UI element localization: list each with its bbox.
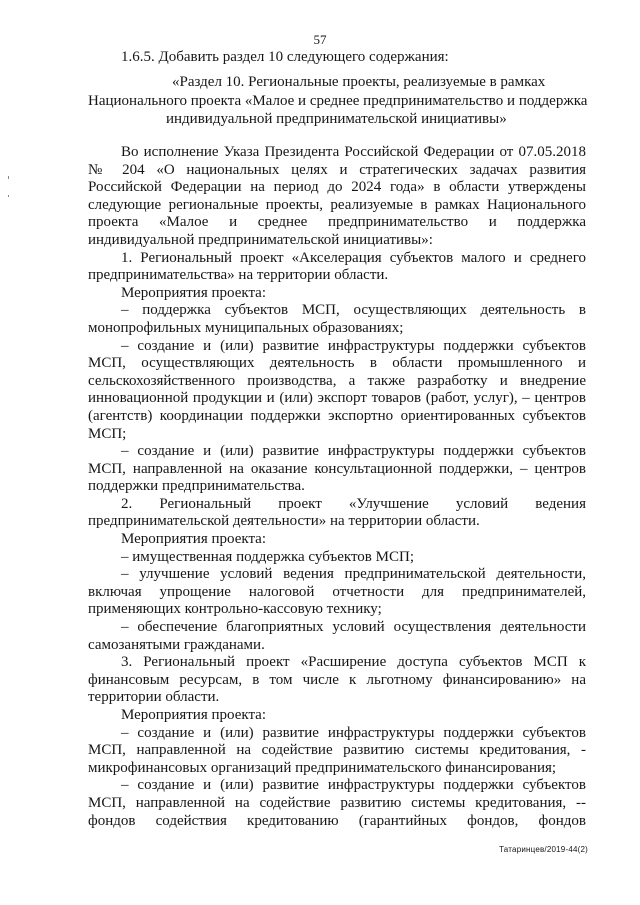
project-1-measure-1: – поддержка субъектов МСП, осуществляющих деятельность в монопрофильных муниципальных образованиях; (88, 302, 586, 336)
project-1-measure-2: – создание и (или) развитие инфраструктуры поддержки субъектов МСП, осуществляющих деятельность в области промышленного и сельскохозяйственного производства, а также разработку и внедрение инновационной продукции и (или) экспорт товаров (работ, услуг), – центров (агентств) координации поддержки экспортно ориентированных субъектов МСП; (88, 337, 586, 442)
project-2-measure-3: – обеспечение благоприятных условий осуществления деятельности самозанятыми гражданами. (88, 619, 586, 653)
scan-margin-mark (8, 195, 9, 197)
project-2-measure-1: – имущественная поддержка субъектов МСП; (121, 548, 414, 565)
document-body (88, 144, 586, 830)
project-1-measures-label: Мероприятия проекта: (121, 284, 267, 301)
project-2-measures-label: Мероприятия проекта: (121, 531, 267, 548)
project-3-measure-1: – создание и (или) развитие инфраструктуры поддержки субъектов МСП, направленной на содействие развитию системы кредитования, - микрофинансовых организаций предпринимательского финансирования; (88, 724, 586, 776)
section-title-line-2: Национального проекта «Малое и среднее предпринимательство и поддержка (88, 93, 588, 109)
section-instruction: 1.6.5. Добавить раздел 10 следующего содержания: (121, 49, 449, 65)
project-1-measure-3: – создание и (или) развитие инфраструктуры поддержки субъектов МСП, направленной на оказание консультационной поддержки, – центров поддержки предпринимательства. (88, 443, 586, 495)
intro-paragraph: Во исполнение Указа Президента Российской Федерации от 07.05.2018 № 204 «О национальных целях и стратегических задачах развития Российской Федерации на период до 2024 года» в области утверждены следующие региональные проекты, реализуемые в рамках Национального проекта «Малое и среднее предпринимательство и поддержка индивидуальной предпринимательской инициативы»: (88, 144, 586, 248)
project-1-title: 1. Региональный проект «Акселерация субъектов малого и среднего предпринимательства» на территории области. (88, 249, 586, 284)
project-2-measure-2: – улучшение условий ведения предпринимательской деятельности, включая упрощение налоговой отчетности для предпринимателей, применяющих контрольно-кассовую технику; (88, 566, 586, 618)
scan-margin-mark (8, 176, 9, 179)
page-number: 57 (313, 32, 327, 47)
project-3-measures-label: Мероприятия проекта: (121, 707, 267, 723)
project-3-title: 3. Региональный проект «Расширение доступа субъектов МСП к финансовым ресурсам, в том числе к льготному финансированию» на территории области. (88, 654, 586, 706)
project-3-measure-2: – создание и (или) развитие инфраструктуры поддержки субъектов МСП, направленной на содействие развитию системы кредитования, -- фондов содействия кредитованию (гарантийных фондов, фондов (88, 777, 586, 829)
project-2-title: 2. Региональный проект «Улучшение условий ведения предпринимательской деятельности» на территории области. (88, 495, 586, 530)
footer-code: Татаринцев/2019-44(2) (499, 845, 588, 854)
section-title-line-1: «Раздел 10. Региональные проекты, реализуемые в рамках (172, 74, 546, 90)
section-title-line-3: индивидуальной предпринимательской инициативы» (166, 111, 507, 127)
